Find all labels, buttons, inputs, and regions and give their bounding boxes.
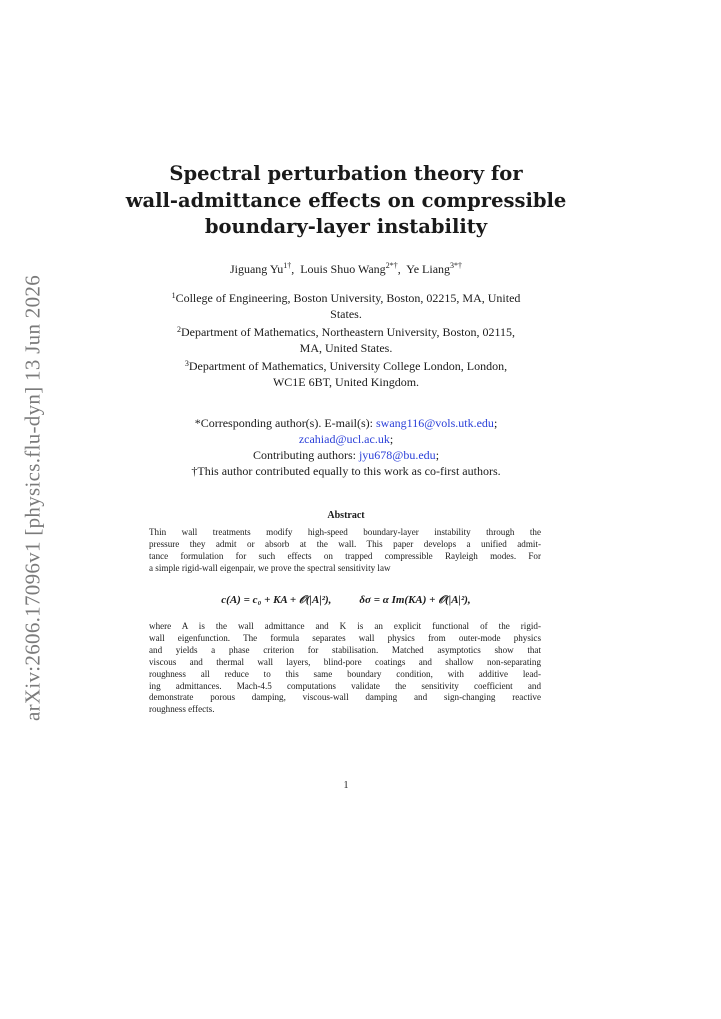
- abstract-line: where A is the wall admittance and K is an explicit functional of the rigid-: [149, 621, 541, 631]
- author-name: Jiguang Yu: [229, 262, 284, 276]
- page-number: 1: [343, 780, 349, 791]
- abstract-line: and yields a phase criterion for stabilisation. Matched asymptotics show that: [149, 644, 541, 655]
- affiliation-line: [120, 322, 572, 340]
- title-line: wall-admittance effects on compressible: [125, 188, 567, 212]
- author-marks: 3*†: [450, 261, 463, 270]
- email-link[interactable]: swang116@vols.utk.edu: [376, 416, 494, 430]
- sensitivity-formula: [120, 594, 572, 607]
- abstract-line: roughness effects.: [149, 704, 215, 715]
- abstract-line: viscous and thermal wall layers, blind-pore coatings and shallow non-separating: [149, 656, 541, 667]
- corresponding-line: zcahiad@ucl.ac.uk;: [298, 432, 394, 446]
- arxiv-sidebar-stamp: [15, 258, 51, 738]
- abstract-line: a simple rigid-wall eigenpair, we prove the spectral sensitivity law: [149, 562, 391, 573]
- abstract-paragraph-1: [149, 527, 541, 575]
- title-line: Spectral perturbation theory for: [169, 162, 523, 185]
- affiliation-line: [120, 288, 572, 306]
- affiliation-number: 2: [176, 325, 181, 334]
- email-link[interactable]: zcahiad@ucl.ac.uk: [298, 432, 390, 446]
- affiliation-line: States.: [330, 307, 362, 321]
- affiliation-number: 1: [171, 291, 176, 300]
- abstract-line: wall eigenfunction. The formula separates wall physics from outer-mode physics: [149, 632, 541, 643]
- abstract-paragraph-2: [149, 621, 541, 716]
- contributing-label: Contributing authors:: [252, 448, 359, 462]
- arxiv-identifier: arXiv:2606.17096v1 [physics.flu-dyn] 13 Jun 2026: [20, 274, 45, 722]
- author-name: Louis Shuo Wang: [300, 262, 386, 276]
- author-list: [120, 261, 572, 277]
- author-name: Ye Liang: [406, 262, 451, 276]
- author-separator: ,: [397, 262, 407, 276]
- affiliation-text: Department of Mathematics, Northeastern University, Boston, 02115,: [180, 325, 516, 339]
- abstract-line: ing admittances. Mach-4.5 computations validate the sensitivity coefficient and: [149, 680, 541, 691]
- affiliation-line: MA, United States.: [299, 341, 393, 355]
- abstract-heading: Abstract: [327, 510, 365, 521]
- abstract-line: tance formulation for such effects on trapped compressible Rayleigh modes. For: [149, 550, 541, 561]
- abstract-line: demonstrate porous damping, viscous-wall damping and sign-changing reactive: [149, 692, 541, 703]
- corresponding-line: *Corresponding author(s). E-mail(s): swang116@vols.utk.edu;: [194, 416, 498, 430]
- affiliation-line: [120, 356, 572, 374]
- title-line: boundary-layer instability: [204, 215, 488, 238]
- corresponding-label: *Corresponding author(s). E-mail(s):: [194, 416, 376, 430]
- contributing-line: Contributing authors: jyu678@bu.edu;: [252, 448, 440, 462]
- author-separator: ,: [291, 262, 301, 276]
- abstract-line: roughness all reduce to this same boundary condition, with additive lead-: [149, 668, 541, 679]
- formula-left: c(A) = c₀ + KA + 𝒪(|A|²),: [221, 594, 332, 606]
- paper-title: [120, 161, 572, 241]
- abstract-line: Thin wall treatments modify high-speed boundary-layer instability through the: [149, 527, 541, 537]
- formula-right: δσ = α Im(KA) + 𝒪(|A|²),: [359, 594, 471, 606]
- affiliation-line: WC1E 6BT, United Kingdom.: [272, 375, 420, 389]
- affiliations: [120, 288, 572, 390]
- contact-info: [120, 415, 572, 479]
- abstract-line: pressure they admit or absorb at the wall. This paper develops a unified admit-: [149, 538, 541, 549]
- affiliation-number: 3: [184, 359, 189, 368]
- author-marks: 2*†: [385, 261, 398, 270]
- affiliation-text: Department of Mathematics, University College London, London,: [188, 359, 508, 373]
- author-marks: 1†: [283, 261, 292, 270]
- affiliation-text: College of Engineering, Boston University, Boston, 02215, MA, United: [175, 291, 521, 305]
- equal-contribution-note: †This author contributed equally to this work as co-first authors.: [191, 464, 501, 478]
- email-link[interactable]: jyu678@bu.edu: [358, 448, 436, 462]
